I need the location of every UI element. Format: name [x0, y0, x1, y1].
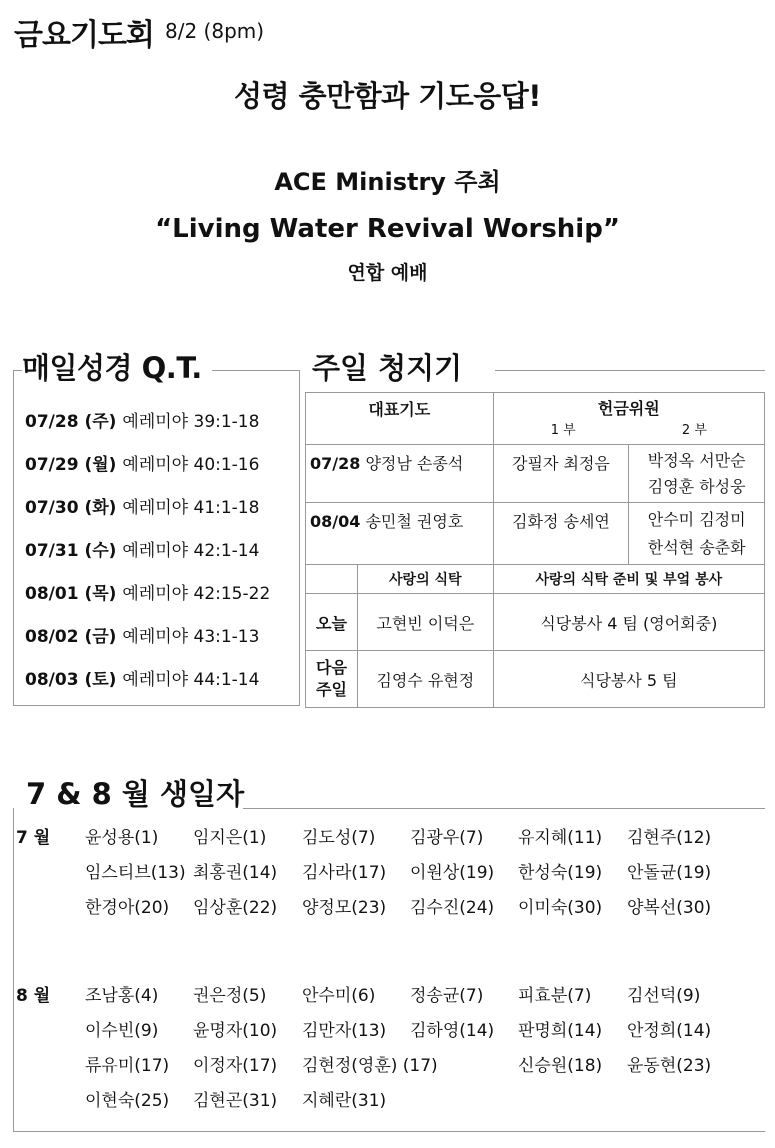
- bulletin-date: 8/2 (8pm): [165, 19, 265, 43]
- birthday-name: 임스티브(13): [85, 863, 186, 883]
- birthday-name: 류유미(17): [85, 1056, 170, 1076]
- birthday-name: 최홍권(14): [193, 863, 278, 883]
- birthday-name: 이원상(19): [410, 863, 495, 883]
- qt-date: 08/01 (목): [25, 584, 117, 604]
- prayer-cell: [306, 445, 494, 503]
- next-service: 식당봉사 5 팀: [493, 651, 764, 708]
- birthday-name: 정송균(7): [410, 986, 484, 1006]
- birthday-name: 피효분(7): [518, 986, 592, 1006]
- birthday-name: 윤동현(23): [627, 1056, 712, 1076]
- birthday-name: 김현주(12): [627, 828, 712, 848]
- second-service-cell: [629, 445, 765, 503]
- birthday-name: 김하영(14): [410, 1021, 495, 1041]
- qt-row: [25, 665, 259, 690]
- birthday-name: 김수진(24): [410, 898, 495, 918]
- prayer-names: 양정남 손종석: [365, 454, 464, 473]
- next-sunday-label: [306, 651, 358, 708]
- birthday-name: 김광우(7): [410, 828, 484, 848]
- today-label: 오늘: [306, 594, 358, 651]
- qt-ref: 예레미야 39:1-18: [122, 412, 260, 432]
- month-label-august: 8 월: [16, 986, 51, 1006]
- qt-title: 매일성경 Q.T.: [22, 346, 212, 387]
- qt-row: [25, 450, 259, 475]
- first-service-names: 김화정 송세연: [493, 503, 629, 565]
- divider: [243, 808, 765, 809]
- birthday-name: 유지혜(11): [518, 828, 603, 848]
- bulletin-title: 금요기도회: [14, 18, 154, 53]
- birthday-name: 조남홍(4): [85, 986, 159, 1006]
- birthdays-box: [13, 808, 765, 1132]
- headline: 성령 충만함과 기도응답!: [233, 79, 542, 113]
- qt-ref: 예레미야 44:1-14: [122, 670, 260, 690]
- joint-worship: 연합 예배: [347, 262, 428, 284]
- birthday-name: 양복선(30): [627, 898, 712, 918]
- qt-ref: 예레미야 42:1-14: [122, 541, 260, 561]
- next-label-line: 주일: [316, 680, 347, 699]
- prayer-cell: [306, 503, 494, 565]
- birthday-name: 김도성(7): [302, 828, 376, 848]
- birthday-name: 윤성용(1): [85, 828, 159, 848]
- weekly-table: [305, 392, 765, 708]
- birthday-name: 임상훈(22): [193, 898, 278, 918]
- birthday-name: 안수미(6): [302, 986, 376, 1006]
- weekly-title: 주일 청지기: [312, 346, 476, 387]
- birthday-name: 윤명자(10): [193, 1021, 278, 1041]
- birthdays-title: 7 & 8 월 생일자: [26, 777, 245, 811]
- qt-row: [25, 493, 259, 518]
- table-row: [306, 651, 765, 708]
- header-second-service: 2 부: [681, 423, 707, 438]
- header-first-service: 1 부: [550, 423, 576, 438]
- today-service: 식당봉사 4 팀 (영어회중): [493, 594, 764, 651]
- table-row: [306, 565, 765, 594]
- qt-date: 08/03 (토): [25, 670, 117, 690]
- qt-row: [25, 536, 259, 561]
- qt-date: 07/31 (수): [25, 541, 117, 561]
- second-service-names: 김영훈 하성웅: [647, 476, 746, 496]
- birthday-name: 이수빈(9): [85, 1021, 159, 1041]
- birthday-name: 한경아(20): [85, 898, 170, 918]
- month-label-july: 7 월: [16, 828, 51, 848]
- row-date: 07/28: [310, 454, 361, 473]
- birthday-name: 판명희(14): [518, 1021, 603, 1041]
- qt-ref: 예레미야 42:15-22: [122, 584, 271, 604]
- today-names: 고현빈 이덕은: [357, 594, 493, 651]
- table-row: [306, 594, 765, 651]
- qt-row: [25, 579, 270, 604]
- birthday-name: 김사라(17): [302, 863, 387, 883]
- qt-date: 08/02 (금): [25, 627, 117, 647]
- birthday-name: 이현숙(25): [85, 1091, 170, 1111]
- host-line: ACE Ministry 주최: [274, 168, 501, 196]
- qt-ref: 예레미야 40:1-16: [122, 455, 260, 475]
- birthday-name: 안정희(14): [627, 1021, 712, 1041]
- header-kitchen-service: 사랑의 식탁 준비 및 부엌 봉사: [493, 565, 764, 594]
- qt-date: 07/28 (주): [25, 412, 117, 432]
- first-service-names: 강필자 최정음: [493, 445, 629, 503]
- birthday-name: 김현곤(31): [193, 1091, 278, 1111]
- header-offering-label: 헌금위원: [597, 399, 660, 418]
- birthday-name: 이미숙(30): [518, 898, 603, 918]
- birthday-name: 권은정(5): [193, 986, 267, 1006]
- row-date: 08/04: [310, 512, 361, 531]
- birthday-name: 안돌균(19): [627, 863, 712, 883]
- birthday-name: 김만자(13): [302, 1021, 387, 1041]
- table-row: [306, 393, 765, 445]
- birthday-name: 김현정(영훈) (17): [302, 1056, 438, 1076]
- table-row: [306, 503, 765, 565]
- qt-ref: 예레미야 43:1-13: [122, 627, 260, 647]
- empty-cell: [306, 565, 358, 594]
- header-offering: [493, 393, 764, 445]
- birthday-name: 이정자(17): [193, 1056, 278, 1076]
- header-love-table: 사랑의 식탁: [357, 565, 493, 594]
- second-service-names: 박정옥 서만순: [647, 450, 746, 470]
- qt-ref: 예레미야 41:1-18: [122, 498, 260, 518]
- header-prayer: 대표기도: [306, 393, 494, 445]
- prayer-names: 송민철 권영호: [365, 512, 464, 531]
- birthday-name: 신승원(18): [518, 1056, 603, 1076]
- qt-row: [25, 622, 259, 647]
- qt-date: 07/30 (화): [25, 498, 117, 518]
- birthday-name: 지혜란(31): [302, 1091, 387, 1111]
- qt-date: 07/29 (월): [25, 455, 117, 475]
- birthday-name: 임지은(1): [193, 828, 267, 848]
- table-row: [306, 445, 765, 503]
- birthday-name: 김선덕(9): [627, 986, 701, 1006]
- birthday-name: 양정모(23): [302, 898, 387, 918]
- qt-row: [25, 407, 259, 432]
- next-names: 김영수 유현정: [357, 651, 493, 708]
- birthday-name: 한성숙(19): [518, 863, 603, 883]
- next-label-line: 다음: [316, 658, 347, 677]
- divider: [495, 370, 765, 371]
- second-service-names: 안수미 김정미: [647, 509, 746, 529]
- second-service-cell: [629, 503, 765, 565]
- event-title: “Living Water Revival Worship”: [155, 214, 620, 244]
- second-service-names: 한석현 송춘화: [647, 537, 746, 557]
